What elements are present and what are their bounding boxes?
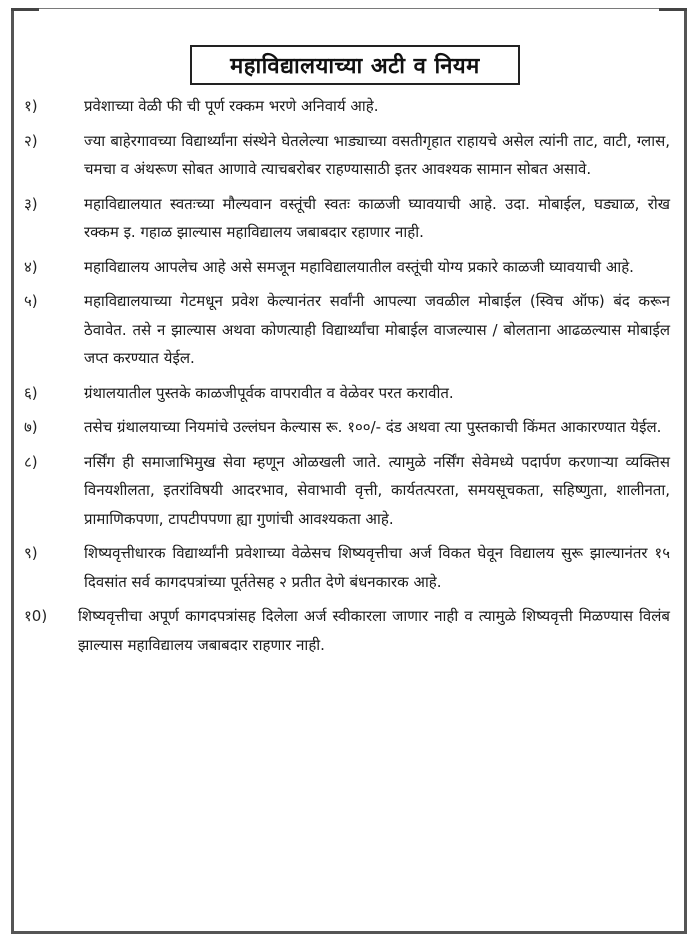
rule-text: प्रवेशाच्या वेळी फी ची पूर्ण रक्कम भरणे अनिवार्य आहे. [84,97,379,115]
rule-item [22,413,670,442]
rule-text: शिष्यवृत्तीचा अपूर्ण कागदपत्रांसह दिलेला अर्ज स्वीकारला जाणार नाही व त्यामुळे शिष्यवृत्ती मिळण्यास विलंब झाल्यास महाविद्यालय जबाबदार राहणार नाही. [78,607,670,654]
rule-text: ग्रंथालयातील पुस्तके काळजीपूर्वक वापरावीत व वेळेवर परत करावीत. [84,383,454,402]
rule-item [22,539,670,596]
rule-item [22,92,670,121]
rule-text: शिष्यवृत्तीधारक विद्यार्थ्यांनी प्रवेशाच्या वेळेसच शिष्यवृत्तीचा अर्ज विकत घेवून विद्यालय सुरू झाल्यानंतर १५ दिवसांत सर्व कागदपत्रांच्या पूर्ततेसह २ प्रतीत देणे बंधनकारक आहे. [84,544,670,591]
rule-number: ५) [24,292,38,310]
rule-text: महाविद्यालयात स्वतःच्या मौल्यवान वस्तूंची स्वतः काळजी घ्यावयाची आहे. उदा. मोबाईल, घड्याळ, रोख रक्कम इ. गहाळ झाल्यास महाविद्यालय जबाबदार रहाणार नाही. [84,194,670,241]
rule-number: ९) [24,544,38,562]
rule-item [22,448,670,534]
rule-item [22,602,670,659]
rule-number: १0) [24,607,48,625]
rule-number: ३) [24,194,38,213]
rule-item [22,379,670,408]
rule-text: महाविद्यालयाच्या गेटमधून प्रवेश केल्यानंतर सर्वांनी आपल्या जवळील मोबाईल (स्विच ऑफ) बंद करून ठेवावेत. तसे न झाल्यास अथवा कोणत्याही विद्यार्थ्यांचा मोबाईल वाजल्यास / बोलताना आढळल्यास मोबाईल जप्त करण्यात येईल. [84,292,670,367]
rule-number: १) [24,97,38,115]
rules-list [22,92,670,665]
title-box [190,45,520,85]
rule-number: ४) [24,257,38,276]
rule-number: ७) [24,418,38,436]
rule-text: महाविद्यालय आपलेच आहे असे समजून महाविद्यालयातील वस्तूंची योग्य प्रकारे काळजी घ्यावयाची आहे. [84,257,634,276]
page-title: महाविद्यालयाच्या अटी व नियम [230,54,480,79]
rule-number: २) [24,131,38,150]
rule-text: ज्या बाहेरगावच्या विद्यार्थ्यांना संस्थेने घेतलेल्या भाड्याच्या वसतीगृहात राहायचे असेल त्यांनी ताट, वाटी, ग्लास, चमचा व अंथरूण सोबत आणावे त्याचबरोबर राहण्यासाठी इतर आवश्यक सामान सोबत असावे. [84,131,670,178]
rule-text: तसेच ग्रंथालयाच्या नियमांचे उल्लंघन केल्यास रू. १००/- दंड अथवा त्या पुस्तकाची किंमत आकारण्यात येईल. [84,418,662,436]
rule-number: ६) [24,383,38,402]
rule-text: नर्सिंग ही समाजाभिमुख सेवा म्हणून ओळखली जाते. त्यामुळे नर्सिंग सेवेमध्ये पदार्पण करणाऱ्या व्यक्तिस विनयशीलता, इतरांविषयी आदरभाव, सेवाभावी वृत्ती, कार्यतत्परता, समयसूचकता, सहिष्णुता, शालीनता, प्रामाणिकपणा, टापटीपपणा ह्या गुणांची आवश्यकता आहे. [84,452,670,528]
rule-number: ८) [24,452,38,471]
rule-item [22,287,670,373]
rule-item [22,253,670,282]
rule-item [22,190,670,247]
rule-item [22,127,670,184]
